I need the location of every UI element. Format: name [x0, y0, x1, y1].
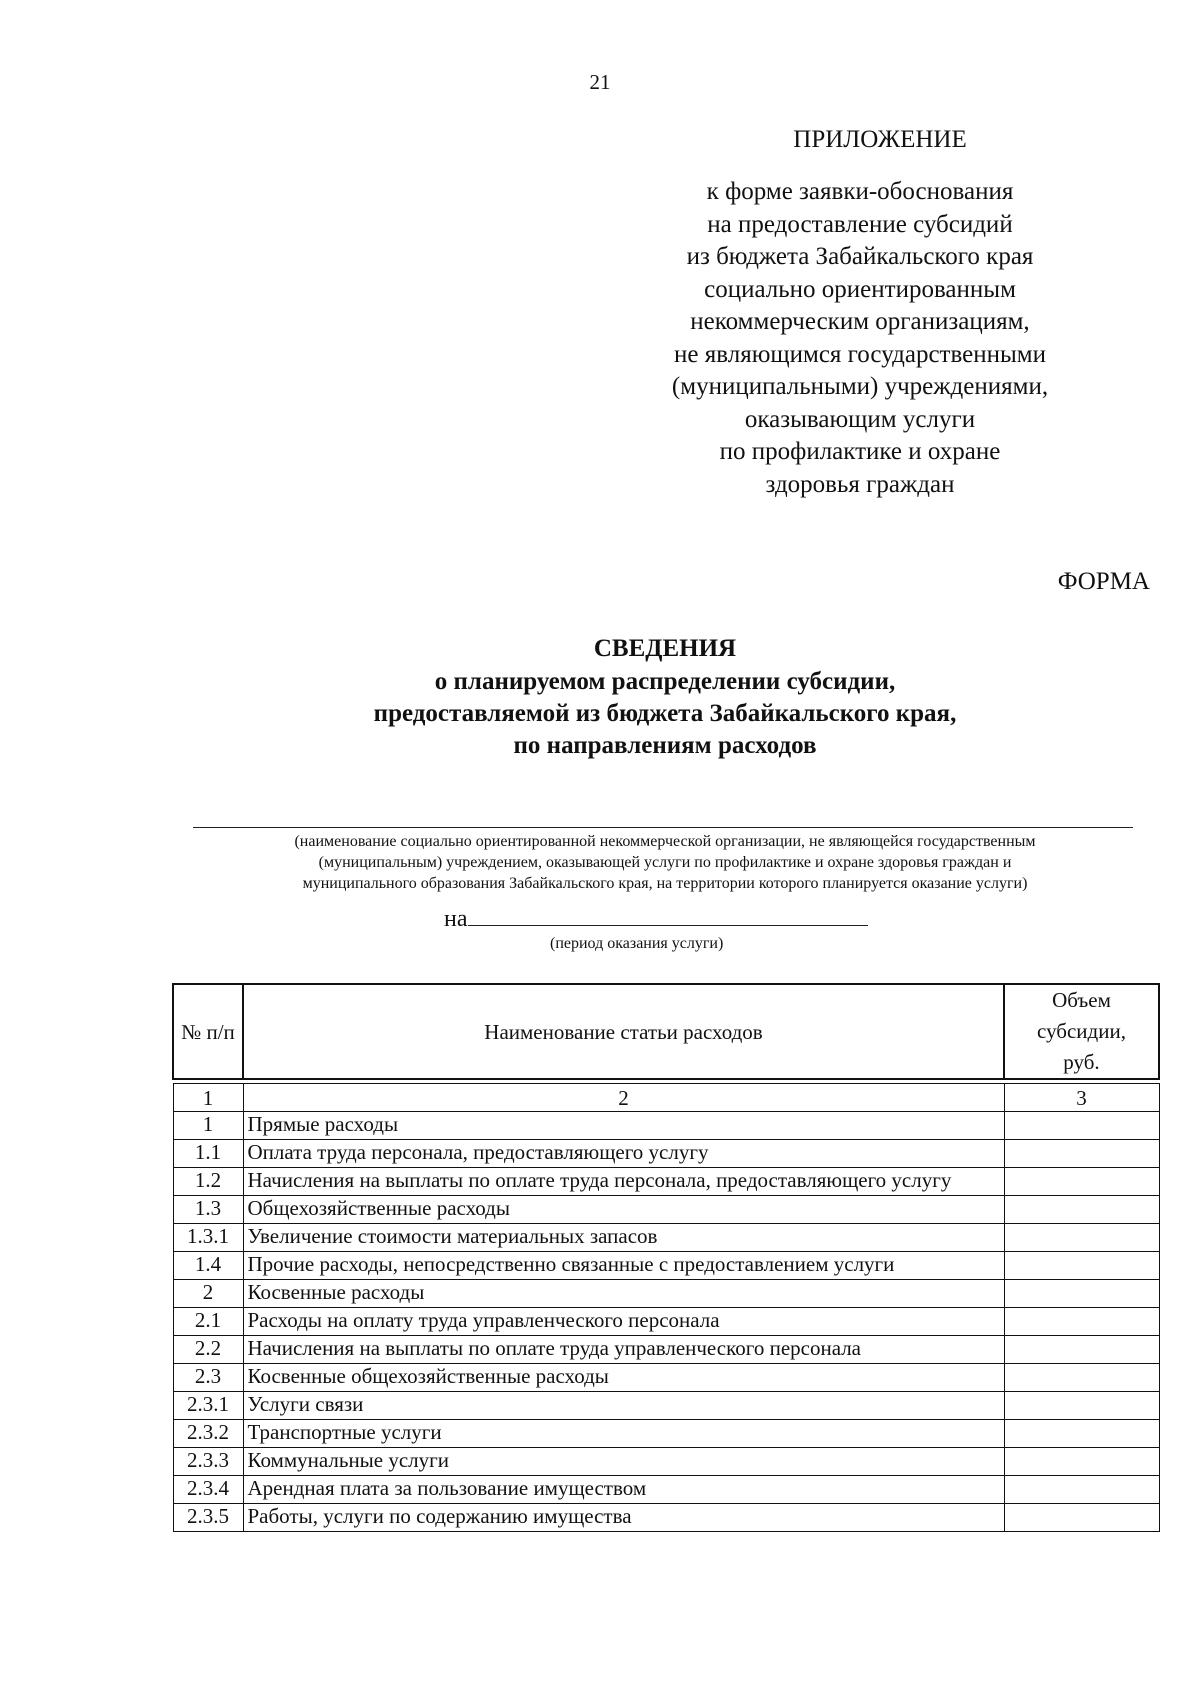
row-subsidy-value[interactable] [1004, 1280, 1159, 1308]
table-row [173, 1308, 1159, 1336]
header-volume [1004, 984, 1159, 1079]
period-caption: (период оказания услуги) [550, 935, 724, 952]
row-subsidy-value[interactable] [1004, 1168, 1159, 1196]
table-row [173, 1196, 1159, 1224]
organization-name-field[interactable] [193, 827, 1133, 828]
table-header-row [173, 984, 1159, 1079]
row-subsidy-value[interactable] [1004, 1364, 1159, 1392]
document-title-line: предоставляемой из бюджета Забайкальского края, [373, 700, 957, 727]
row-number: 2.3.4 [173, 1476, 243, 1504]
appendix-line: на предоставление субсидий [707, 210, 1013, 238]
table-row [173, 1504, 1159, 1532]
row-expense-name: Прочие расходы, непосредственно связанные с предоставлением услуги [243, 1252, 1004, 1280]
appendix-line: оказывающим услуги [744, 405, 976, 433]
row-expense-name: Прямые расходы [243, 1112, 1004, 1140]
row-number: 2.3.1 [173, 1392, 243, 1420]
row-subsidy-value[interactable] [1004, 1308, 1159, 1336]
row-subsidy-value[interactable] [1004, 1476, 1159, 1504]
row-number: 1.3.1 [173, 1224, 243, 1252]
row-number: 1.3 [173, 1196, 243, 1224]
row-expense-name: Коммунальные услуги [243, 1448, 1004, 1476]
table-row [173, 1336, 1159, 1364]
table-row [173, 1476, 1159, 1504]
table-row [173, 1448, 1159, 1476]
column-number: 3 [1004, 1084, 1159, 1112]
row-expense-name: Оплата труда персонала, предоставляющего услугу [243, 1140, 1004, 1168]
column-number-row [173, 1084, 1159, 1112]
row-number: 2.3.5 [173, 1504, 243, 1532]
appendix-subtitle [640, 176, 1080, 501]
document-title-line: по направлениям расходов [513, 732, 817, 759]
organization-caption [150, 831, 1180, 894]
period-row [444, 903, 868, 933]
organization-caption-line: (муниципальным) учреждением, оказывающей услуги по профилактике и охране здоровья граждан и [318, 854, 1012, 871]
table-row [173, 1252, 1159, 1280]
row-number: 1 [173, 1112, 243, 1140]
row-number: 2.3 [173, 1364, 243, 1392]
header-num: № п/п [173, 984, 243, 1079]
organization-caption-line: (наименование социально ориентированной некоммерческой организации, не являющейся государственным [294, 833, 1036, 850]
row-subsidy-value[interactable] [1004, 1504, 1159, 1532]
row-subsidy-value[interactable] [1004, 1196, 1159, 1224]
form-label: ФОРМА [1057, 568, 1150, 595]
table-row [173, 1112, 1159, 1140]
row-number: 2.1 [173, 1308, 243, 1336]
row-number: 2 [173, 1280, 243, 1308]
organization-caption-line: муниципального образования Забайкальского края, на территории которого планируется оказание услуги) [302, 875, 1028, 892]
table-row [173, 1280, 1159, 1308]
page-number: 21 [589, 70, 611, 94]
appendix-line: по профилактике и охране [719, 438, 1001, 465]
table-row [173, 1392, 1159, 1420]
row-subsidy-value[interactable] [1004, 1252, 1159, 1280]
row-expense-name: Начисления на выплаты по оплате труда управленческого персонала [243, 1336, 1004, 1364]
row-expense-name: Арендная плата за пользование имуществом [243, 1476, 1004, 1504]
header-name: Наименование статьи расходов [243, 984, 1004, 1079]
header-volume-line: руб. [1063, 1050, 1100, 1074]
row-subsidy-value[interactable] [1004, 1336, 1159, 1364]
appendix-line: к форме заявки-обоснования [706, 178, 1014, 205]
appendix-line: из бюджета Забайкальского края [686, 243, 1034, 270]
document-title [0, 632, 1200, 762]
expenses-table [172, 983, 1160, 1532]
appendix-title: ПРИЛОЖЕНИЕ [793, 126, 967, 153]
table-row [173, 1140, 1159, 1168]
row-number: 2.3.2 [173, 1420, 243, 1448]
appendix-line: некоммерческим организациям, [690, 308, 1030, 335]
row-expense-name: Услуги связи [243, 1392, 1004, 1420]
row-subsidy-value[interactable] [1004, 1140, 1159, 1168]
row-expense-name: Косвенные расходы [243, 1280, 1004, 1308]
column-number: 2 [243, 1084, 1004, 1112]
row-expense-name: Увеличение стоимости материальных запасов [243, 1224, 1004, 1252]
expenses-table-container [172, 983, 1160, 1532]
row-expense-name: Работы, услуги по содержанию имущества [243, 1504, 1004, 1532]
row-number: 1.2 [173, 1168, 243, 1196]
row-subsidy-value[interactable] [1004, 1420, 1159, 1448]
row-number: 1.1 [173, 1140, 243, 1168]
row-number: 2.3.3 [173, 1448, 243, 1476]
table-row [173, 1420, 1159, 1448]
appendix-line: социально ориентированным [704, 275, 1016, 303]
table-body [173, 1084, 1159, 1532]
period-field[interactable] [468, 903, 868, 926]
header-volume-line: Объем [1052, 988, 1111, 1012]
row-number: 2.2 [173, 1336, 243, 1364]
row-expense-name: Транспортные услуги [243, 1420, 1004, 1448]
appendix-line: здоровья граждан [765, 470, 955, 498]
row-subsidy-value[interactable] [1004, 1224, 1159, 1252]
document-title-line: о планируемом распределении субсидии, [434, 668, 896, 695]
period-prefix: на [444, 906, 468, 932]
row-subsidy-value[interactable] [1004, 1112, 1159, 1140]
table-row [173, 1168, 1159, 1196]
row-expense-name: Косвенные общехозяйственные расходы [243, 1364, 1004, 1392]
row-subsidy-value[interactable] [1004, 1392, 1159, 1420]
column-number: 1 [173, 1084, 243, 1112]
table-row [173, 1364, 1159, 1392]
row-expense-name: Расходы на оплату труда управленческого персонала [243, 1308, 1004, 1336]
header-volume-line: субсидии, [1037, 1019, 1126, 1043]
appendix-line: не являющимся государственными [674, 340, 1046, 368]
appendix-line: (муниципальными) учреждениями, [671, 373, 1049, 400]
document-title-main: СВЕДЕНИЯ [593, 635, 737, 662]
row-expense-name: Общехозяйственные расходы [243, 1196, 1004, 1224]
row-number: 1.4 [173, 1252, 243, 1280]
row-subsidy-value[interactable] [1004, 1448, 1159, 1476]
table-row [173, 1224, 1159, 1252]
row-expense-name: Начисления на выплаты по оплате труда персонала, предоставляющего услугу [243, 1168, 1004, 1196]
